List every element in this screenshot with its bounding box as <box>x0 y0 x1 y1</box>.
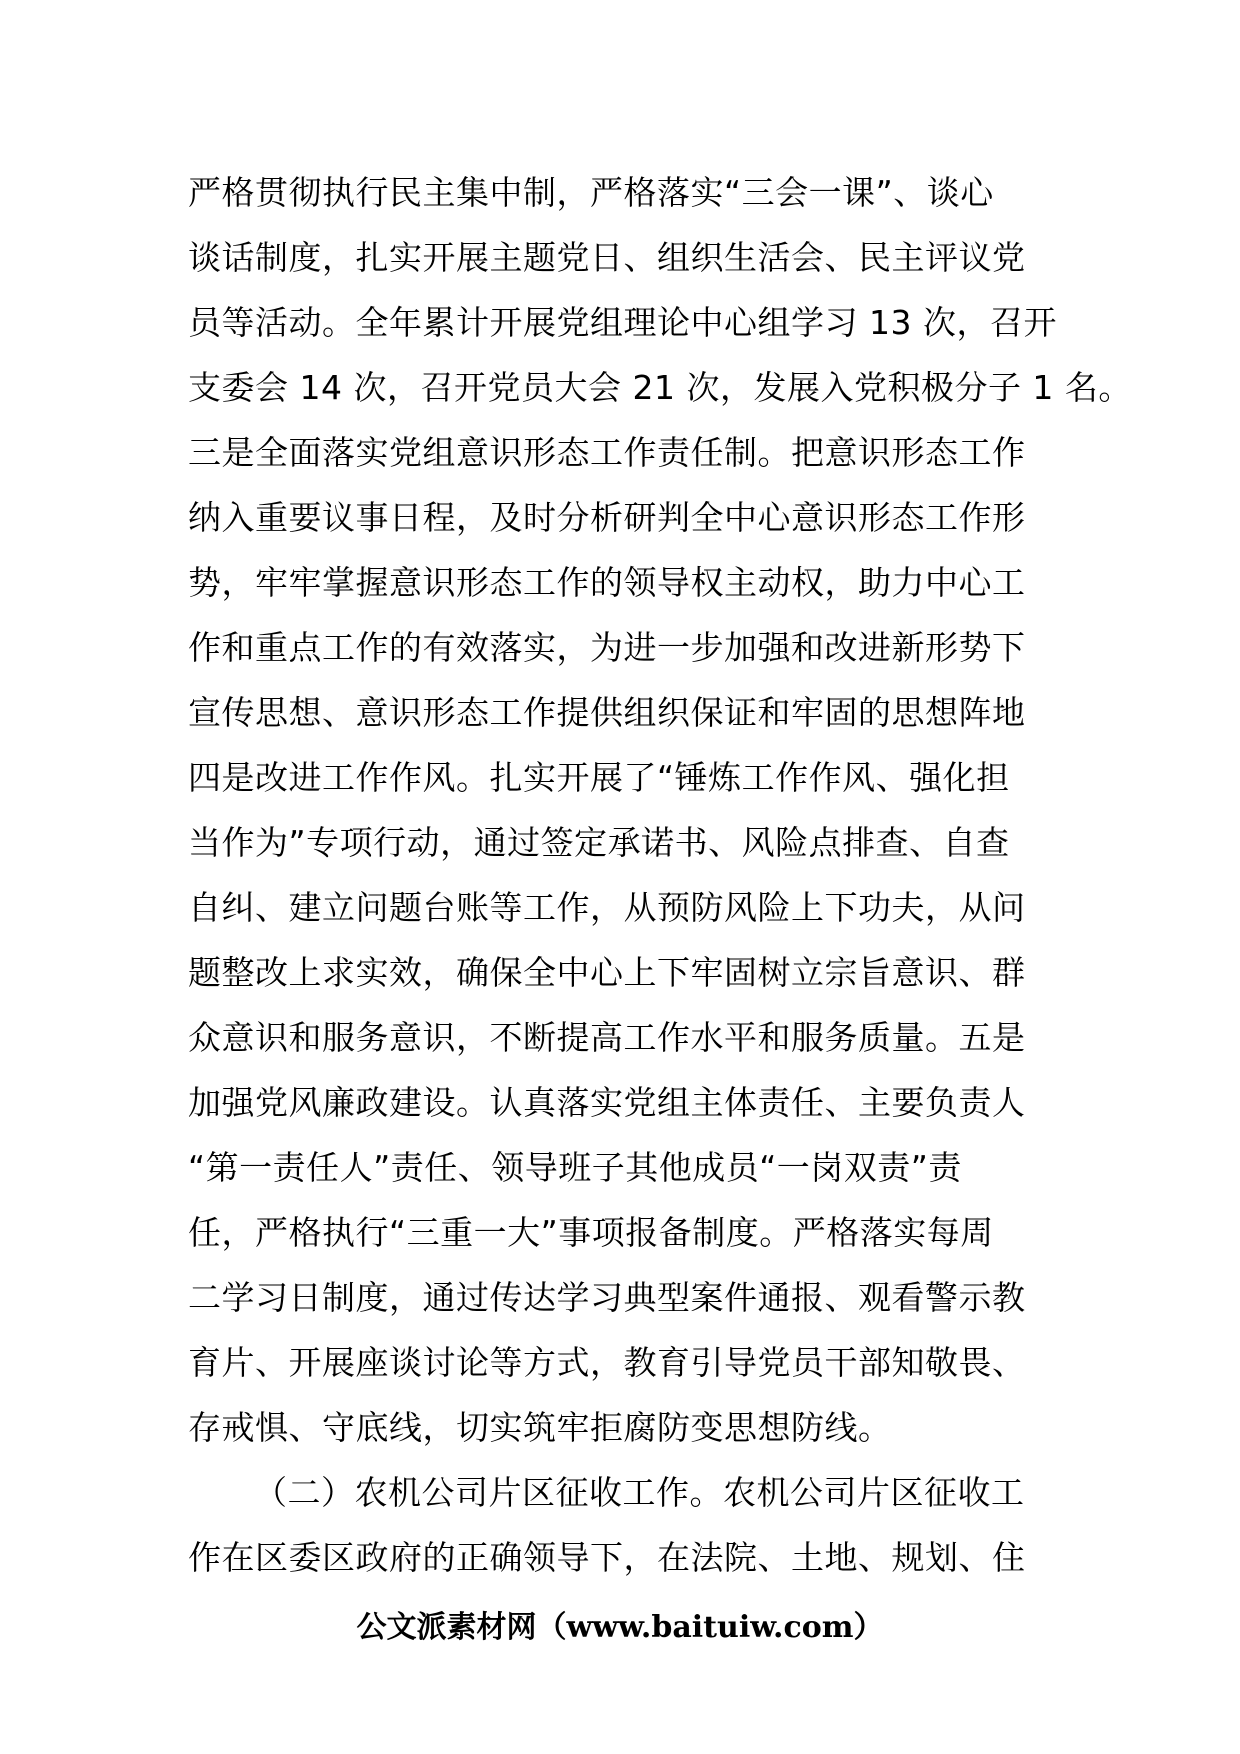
text-line-17: 任，严格执行“三重一大”事项报备制度。严格落实每周 <box>188 1213 994 1252</box>
text-line-2: 谈话制度，扎实开展主题党日、组织生活会、民主评议党 <box>188 238 1026 277</box>
text-line-19: 育片、开展座谈讨论等方式，教育引导党员干部知敬畏、 <box>188 1343 1026 1382</box>
text-line-12: 自纠、建立问题台账等工作，从预防风险上下功夫，从问 <box>188 888 1026 927</box>
text-line-10: 四是改进工作作风。扎实开展了“锤炼工作作风、强化担 <box>188 758 1010 797</box>
section-heading-line: （二）农机公司片区征收工作。农机公司片区征收工 <box>254 1473 1025 1512</box>
text-line-8: 作和重点工作的有效落实，为进一步加强和改进新形势下 <box>188 628 1026 667</box>
text-line-7: 势，牢牢掌握意识形态工作的领导权主动权，助力中心工 <box>188 563 1026 602</box>
text-line-16: “第一责任人”责任、领导班子其他成员“一岗双责”责 <box>188 1148 962 1187</box>
text-line-14: 众意识和服务意识，不断提高工作水平和服务质量。五是 <box>188 1018 1026 1057</box>
text-line-20: 存戒惧、守底线，切实筑牢拒腐防变思想防线。 <box>188 1408 892 1447</box>
text-line-9: 宣传思想、意识形态工作提供组织保证和牢固的思想阵地 <box>188 693 1026 732</box>
text-line-1: 严格贯彻执行民主集中制，严格落实“三会一课”、谈心 <box>188 173 994 212</box>
text-line-4: 支委会 14 次，召开党员大会 21 次，发展入党积极分子 1 名。 <box>188 368 1132 407</box>
text-line-5: 三是全面落实党组意识形态工作责任制。把意识形态工作 <box>188 433 1026 472</box>
footer-watermark: 公文派素材网（www.baituiw.com） <box>356 1610 884 1645</box>
text-line-6: 纳入重要议事日程，及时分析研判全中心意识形态工作形 <box>188 498 1026 537</box>
text-line-15: 加强党风廉政建设。认真落实党组主体责任、主要负责人 <box>188 1083 1026 1122</box>
body-text <box>188 160 1132 1590</box>
text-line-22: 作在区委区政府的正确领导下，在法院、土地、规划、住 <box>188 1538 1026 1577</box>
text-line-18: 二学习日制度，通过传达学习典型案件通报、观看警示教 <box>188 1278 1026 1317</box>
text-line-3: 员等活动。全年累计开展党组理论中心组学习 13 次，召开 <box>188 303 1057 342</box>
text-line-13: 题整改上求实效，确保全中心上下牢固树立宗旨意识、群 <box>188 953 1026 992</box>
text-line-11: 当作为”专项行动，通过签定承诺书、风险点排查、自查 <box>188 823 1010 862</box>
